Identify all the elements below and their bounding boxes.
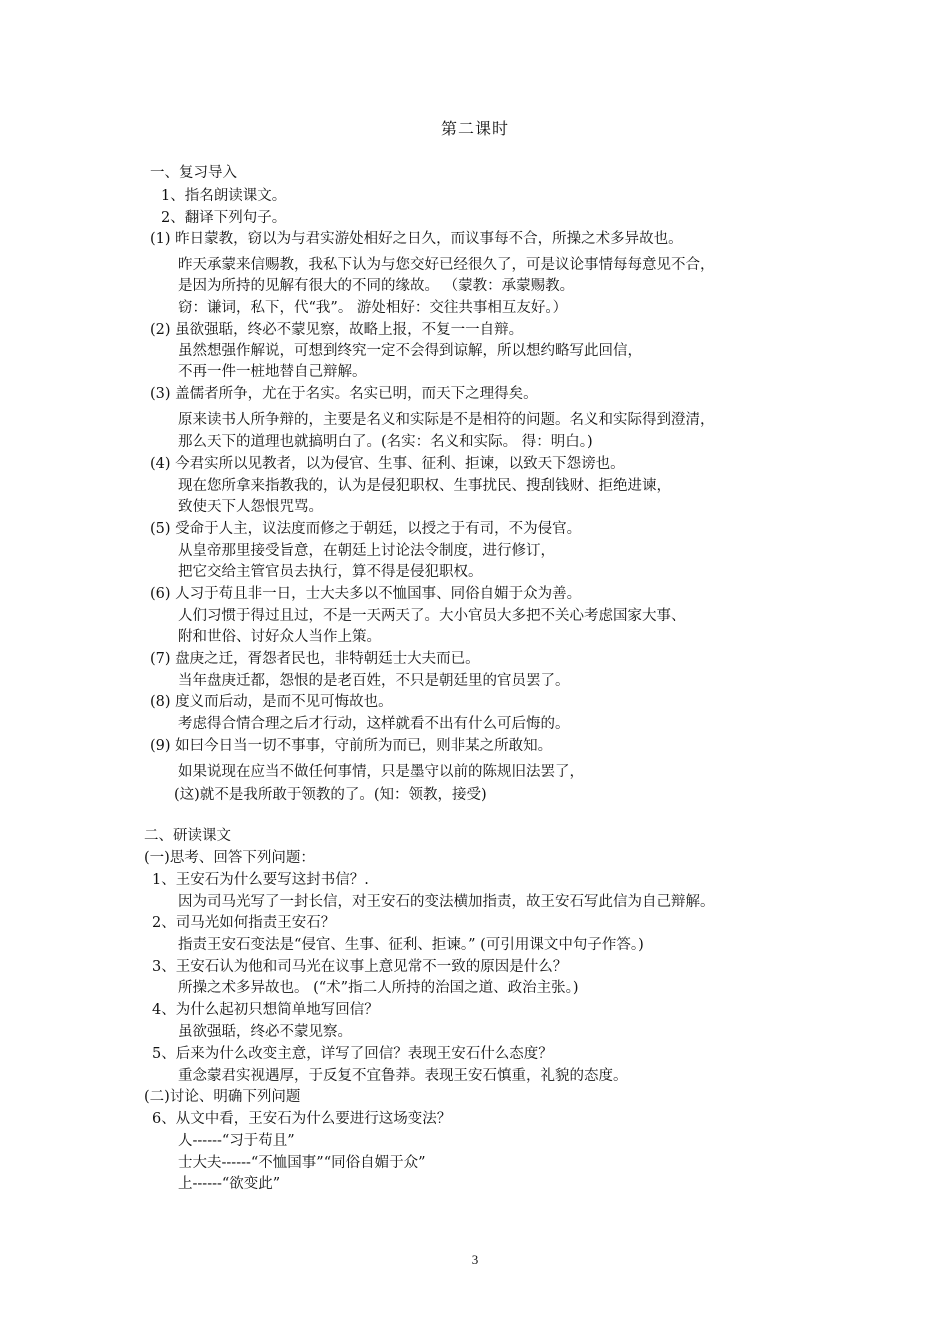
question-6: 6、从文中看，王安石为什么要进行这场变法？ xyxy=(152,1111,452,1127)
sentence-2: (2) 虽欲强聒，终必不蒙见察，故略上报，不复一一自辩。 xyxy=(150,322,524,338)
translation-7-line-1: 当年盘庚迁都，怨恨的是老百姓，不只是朝廷里的官员罢了。 xyxy=(178,673,570,689)
translation-3-line-2: 那么天下的道理也就搞明白了。(名实：名义和实际。 得：明白。) xyxy=(178,434,593,450)
sentence-5: (5) 受命于人主，议法度而修之于朝廷，以授之于有司，不为侵官。 xyxy=(150,521,582,537)
question-4: 4、为什么起初只想简单地写回信？ xyxy=(152,1002,379,1018)
answer-3: 所操之术多异故也。 (“术”指二人所持的治国之道、政治主张。) xyxy=(178,980,579,996)
answer-2: 指责王安石变法是“侵官、生事、征利、拒谏。” (可引用课文中句子作答。) xyxy=(178,937,644,953)
answer-6-line-1: 人------“习于苟且” xyxy=(178,1133,295,1149)
answer-6-line-3: 上------“欲变此” xyxy=(178,1176,281,1192)
translation-5-line-2: 把它交给主管官员去执行，算不得是侵犯职权。 xyxy=(178,564,483,580)
translation-3-line-1: 原来读书人所争辩的，主要是名义和实际是不是相符的问题。名义和实际得到澄清， xyxy=(178,412,715,428)
review-item-2: 2、翻译下列句子。 xyxy=(161,210,287,226)
section2-sub1: (一)思考、回答下列问题： xyxy=(144,850,315,866)
sentence-6: (6) 人习于苟且非一日，士大夫多以不恤国事、同俗自媚于众为善。 xyxy=(150,586,582,602)
translation-4-line-2: 致使天下人怨恨咒骂。 xyxy=(178,499,323,515)
sentence-1: (1) 昨日蒙教，窃以为与君实游处相好之日久，而议事每不合，所操之术多异故也。 xyxy=(150,231,683,247)
section2-heading: 二、研读课文 xyxy=(144,828,231,844)
sentence-8: (8) 度义而后动，是而不见可悔故也。 xyxy=(150,694,393,710)
answer-4: 虽欲强聒，终必不蒙见察。 xyxy=(178,1024,352,1040)
answer-5: 重念蒙君实视遇厚，于反复不宜鲁莽。表现王安石慎重，礼貌的态度。 xyxy=(178,1068,628,1084)
translation-5-line-1: 从皇帝那里接受旨意，在朝廷上讨论法令制度，进行修订， xyxy=(178,543,555,559)
section1-heading: 一、复习导入 xyxy=(150,165,237,181)
answer-6-line-2: 士大夫------“不恤国事”“同俗自媚于众” xyxy=(178,1155,426,1171)
translation-2-line-1: 虽然想强作解说，可想到终究一定不会得到谅解，所以想约略写此回信， xyxy=(178,343,642,359)
review-item-1: 1、指名朗读课文。 xyxy=(161,188,287,204)
page-number: 3 xyxy=(471,1252,479,1267)
translation-9-line-2: (这)就不是我所敢于领教的了。(知：领教，接受) xyxy=(174,787,487,803)
translation-8-line-1: 考虑得合情合理之后才行动，这样就看不出有什么可后悔的。 xyxy=(178,716,570,732)
question-2: 2、司马光如何指责王安石？ xyxy=(152,915,336,931)
sentence-4: (4) 今君实所以见教者，以为侵官、生事、征利、拒谏，以致天下怨谤也。 xyxy=(150,456,625,472)
sentence-3: (3) 盖儒者所争，尤在于名实。名实已明，而天下之理得矣。 xyxy=(150,386,538,402)
question-1: 1、王安石为什么要写这封书信？. xyxy=(152,872,369,888)
sentence-7: (7) 盘庚之迁，胥怨者民也，非特朝廷士大夫而已。 xyxy=(150,651,480,667)
translation-6-line-2: 附和世俗、讨好众人当作上策。 xyxy=(178,629,381,645)
page-title: 第二课时 xyxy=(440,119,509,138)
translation-1-line-3: 窃：谦词，私下，代“我”。 游处相好：交往共事相互友好。） xyxy=(178,300,568,316)
answer-1: 因为司马光写了一封长信，对王安石的变法横加指责，故王安石写此信为自己辩解。 xyxy=(178,894,715,910)
question-5: 5、后来为什么改变主意，详写了回信？表现王安石什么态度？ xyxy=(152,1046,553,1062)
sentence-9: (9) 如曰今日当一切不事事，守前所为而已，则非某之所敢知。 xyxy=(150,738,553,754)
translation-1-line-2: 是因为所持的见解有很大的不同的缘故。 （蒙教：承蒙赐教。 xyxy=(178,278,575,294)
section2-sub2: (二)讨论、明确下列问题 xyxy=(144,1089,301,1105)
translation-6-line-1: 人们习惯于得过且过，不是一天两天了。大小官员大多把不关心考虑国家大事、 xyxy=(178,608,686,624)
question-3: 3、王安石认为他和司马光在议事上意见常不一致的原因是什么？ xyxy=(152,959,568,975)
translation-2-line-2: 不再一件一桩地替自己辩解。 xyxy=(178,364,367,380)
translation-4-line-1: 现在您所拿来指教我的，认为是侵犯职权、生事扰民、搜刮钱财、拒绝进谏， xyxy=(178,478,671,494)
translation-1-line-1: 昨天承蒙来信赐教，我私下认为与您交好已经很久了，可是议论事情每每意见不合， xyxy=(178,257,715,273)
translation-9-line-1: 如果说现在应当不做任何事情，只是墨守以前的陈规旧法罢了， xyxy=(178,764,584,780)
